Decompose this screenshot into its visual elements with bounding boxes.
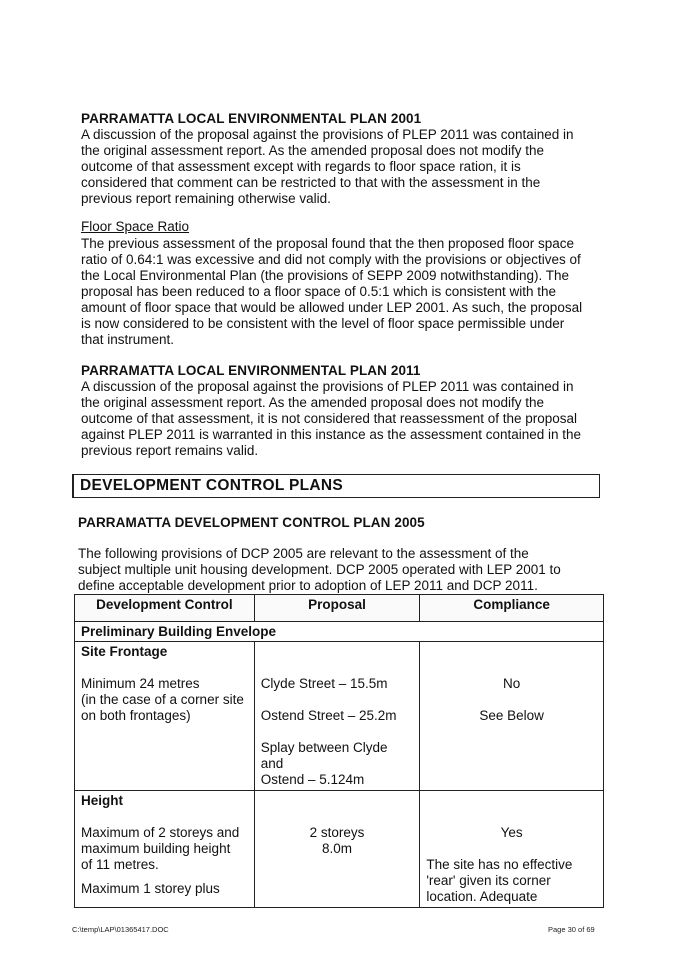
subheading-floor-space-ratio: Floor Space Ratio <box>81 219 190 234</box>
footer-file-path: C:\temp\LAP\01365417.DOC <box>72 925 169 934</box>
row-title-site-frontage: Site Frontage <box>81 644 168 659</box>
cell-control-height <box>75 791 255 908</box>
row-title-height: Height <box>81 793 123 808</box>
text-line: Clyde Street – 15.5m <box>260 676 388 691</box>
paragraph-lep-2011 <box>81 379 601 459</box>
text-line: against PLEP 2011 is warranted in this instance as the assessment contained in the <box>81 427 582 442</box>
text-line: ratio of 0.64:1 was excessive and did not comply with the provisions or objectives of <box>81 252 581 267</box>
text-line: Maximum 1 storey plus <box>81 881 220 896</box>
group-preliminary-building-envelope: Preliminary Building Envelope <box>75 622 604 642</box>
heading-lep-2011: PARRAMATTA LOCAL ENVIRONMENTAL PLAN 2011 <box>81 363 421 378</box>
text-line: The following provisions of DCP 2005 are relevant to the assessment of the <box>78 546 529 561</box>
text-line: 'rear' given its corner <box>426 873 551 888</box>
text-line: Yes <box>500 825 523 840</box>
table-group-row <box>75 622 604 642</box>
text-line: the Local Environmental Plan (the provisions of SEPP 2009 notwithstanding). The <box>81 268 570 283</box>
text-line: No <box>503 676 521 691</box>
table-row <box>75 791 604 908</box>
text-line: outcome of that assessment, it is not considered that reassessment of the proposal <box>81 411 578 426</box>
table-header-row <box>75 595 604 622</box>
text-line: the original assessment report. As the amended proposal does not modify the <box>81 143 545 158</box>
heading-dcp-2005: PARRAMATTA DEVELOPMENT CONTROL PLAN 2005 <box>78 515 425 530</box>
cell-proposal-site-frontage <box>254 642 420 791</box>
text-line: location. Adequate <box>426 889 538 904</box>
heading-lep-2001: PARRAMATTA LOCAL ENVIRONMENTAL PLAN 2001 <box>81 111 422 126</box>
text-line: A discussion of the proposal against the provisions of PLEP 2011 was contained in <box>81 127 574 142</box>
text-line: outcome of that assessment except with regards to floor space ration, it is <box>81 159 521 174</box>
text-line: is now considered to be consistent with the level of floor space permissible under <box>81 316 565 331</box>
text-line: considered that comment can be restricted to that with the assessment in the <box>81 175 541 190</box>
text-line: The site has no effective <box>426 857 573 872</box>
text-line: Maximum of 2 storeys and <box>81 825 240 840</box>
text-line: subject multiple unit housing development. DCP 2005 operated with LEP 2001 to <box>78 562 561 577</box>
section-title: DEVELOPMENT CONTROL PLANS <box>80 477 343 494</box>
cell-compliance-height <box>420 791 604 908</box>
header-compliance: Compliance <box>420 595 604 622</box>
text-line: of 11 metres. <box>81 857 159 872</box>
text-line: See Below <box>479 708 544 723</box>
text-line: amount of floor space that would be allowed under LEP 2001. As such, the proposal <box>81 300 583 315</box>
text-line: define acceptable development prior to adoption of LEP 2011 and DCP 2011. <box>78 578 538 593</box>
text-line: Ostend – 5.124m <box>260 772 365 787</box>
paragraph-fsr <box>81 236 601 348</box>
table-row <box>75 642 604 791</box>
text-line: proposal has been reduced to a floor space of 0.5:1 which is consistent with the <box>81 284 557 299</box>
text-line: The previous assessment of the proposal found that the then proposed floor space <box>81 236 575 251</box>
text-line: previous report remains valid. <box>81 443 259 458</box>
text-line: Splay between Clyde and <box>260 740 388 771</box>
header-proposal: Proposal <box>254 595 420 622</box>
text-line: (in the case of a corner site <box>81 692 244 707</box>
cell-control-site-frontage <box>75 642 255 791</box>
header-development-control: Development Control <box>75 595 255 622</box>
text-line: Minimum 24 metres <box>81 676 200 691</box>
text-line: previous report remaining otherwise valid. <box>81 191 331 206</box>
development-control-table <box>74 594 604 908</box>
footer-page-number: Page 30 of 69 <box>548 925 595 934</box>
paragraph-lep-2001 <box>81 127 601 207</box>
text-line: 8.0m <box>322 841 353 856</box>
text-line: A discussion of the proposal against the provisions of PLEP 2011 was contained in <box>81 379 574 394</box>
text-line: maximum building height <box>81 841 231 856</box>
cell-proposal-height <box>254 791 420 908</box>
text-line: the original assessment report. As the amended proposal does not modify the <box>81 395 545 410</box>
cell-compliance-site-frontage <box>420 642 604 791</box>
text-line: 2 storeys <box>309 825 365 840</box>
text-line: Ostend Street – 25.2m <box>260 708 397 723</box>
paragraph-dcp-2005 <box>78 546 598 594</box>
text-line: on both frontages) <box>81 708 191 723</box>
section-box-development-control-plans <box>72 474 600 498</box>
text-line: that instrument. <box>81 332 175 347</box>
